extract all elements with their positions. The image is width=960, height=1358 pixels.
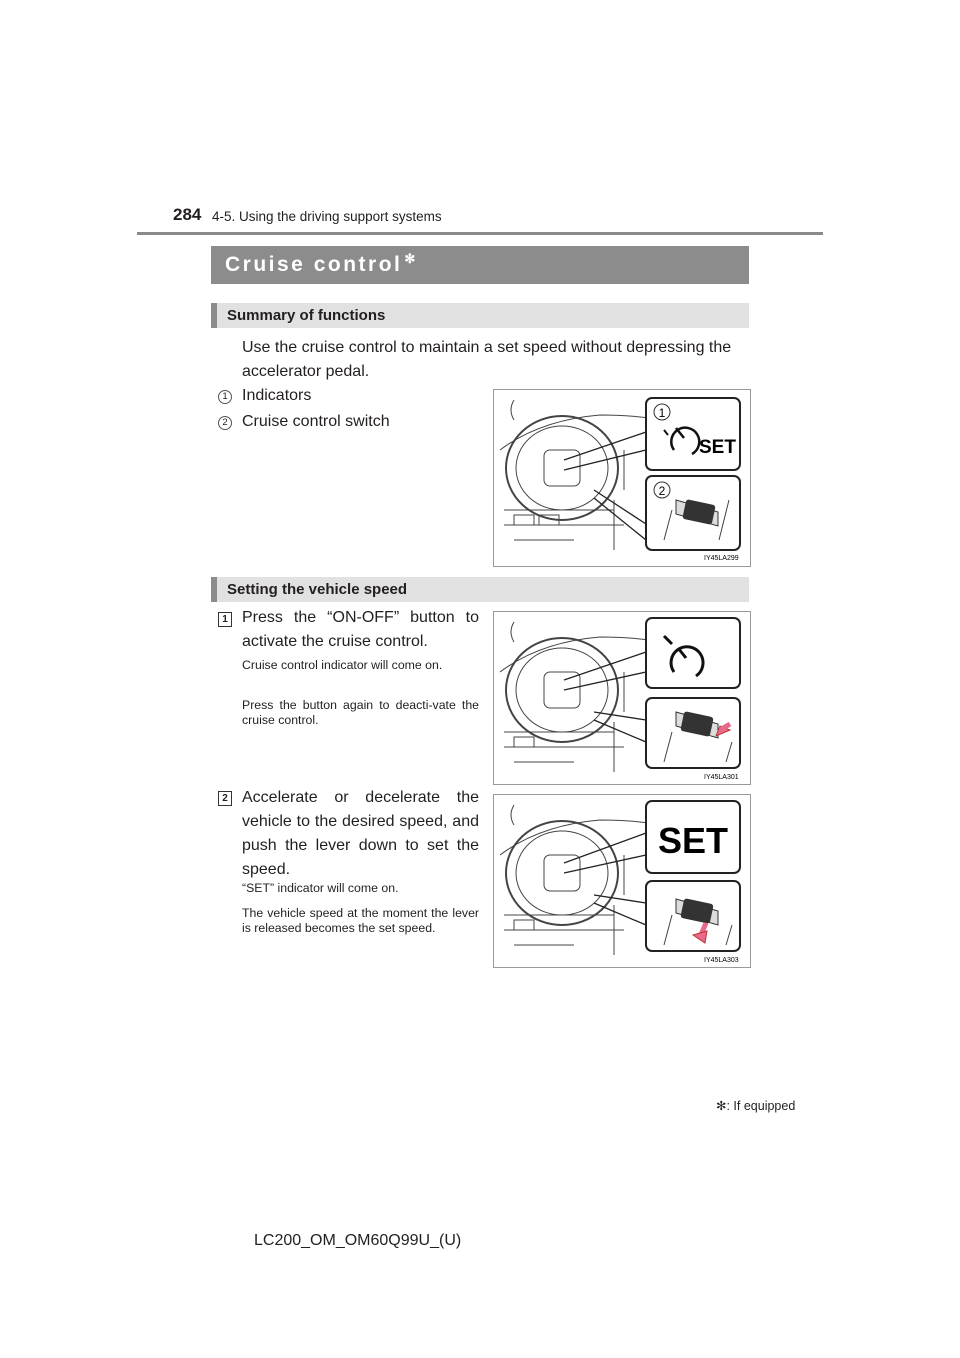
- dashboard-illustration: [494, 390, 750, 566]
- footnote: [716, 1098, 795, 1113]
- step-2-note-2: The vehicle speed at the moment the lever is released becomes the set speed.: [242, 906, 479, 935]
- item-label-indicators: Indicators: [242, 387, 312, 404]
- figure-step-1: [493, 611, 751, 785]
- step-2-text: Accelerate or decelerate the vehicle to the desired speed, and push the lever down to set the speed.: [242, 789, 479, 878]
- set-indicator-label: SET: [657, 820, 729, 861]
- figure-code: IY45LA301: [704, 774, 739, 781]
- step-2-note-1: “SET” indicator will come on.: [242, 881, 399, 895]
- step-1-note-1: Cruise control indicator will come on.: [242, 658, 443, 672]
- callout-number-1: 1: [658, 406, 666, 420]
- item-number-2: 2: [218, 416, 232, 430]
- step-1-text: Press the “ON-OFF” button to activate the cruise control.: [242, 609, 479, 650]
- header-divider: [137, 232, 823, 235]
- figure-overview: [493, 389, 751, 567]
- step-number-1: 1: [218, 612, 232, 627]
- footer-code: LC200_OM_OM60Q99U_(U): [254, 1232, 462, 1249]
- step-1-illustration: [494, 612, 750, 784]
- figure-step-2: [493, 794, 751, 968]
- item-number-1: 1: [218, 390, 232, 404]
- step-2-illustration: [494, 795, 750, 967]
- section-title: 4-5. Using the driving support systems: [212, 209, 442, 224]
- step-number-2: 2: [218, 791, 232, 806]
- step-1-note-2: Press the button again to deacti-vate the cruise control.: [242, 698, 479, 727]
- summary-intro: Use the cruise control to maintain a set speed without depressing the accelerator pedal.: [242, 339, 732, 380]
- setting-heading-text: Setting the vehicle speed: [227, 581, 408, 598]
- page-title: [225, 251, 415, 277]
- title-bar: [211, 246, 749, 284]
- setting-heading: [211, 577, 749, 602]
- set-indicator-label: SET: [699, 437, 736, 458]
- figure-code: IY45LA299: [704, 555, 739, 562]
- item-label-switch: Cruise control switch: [242, 413, 390, 430]
- footnote-text: : If equipped: [726, 1099, 796, 1113]
- figure-code: IY45LA303: [704, 957, 739, 964]
- summary-heading-text: Summary of functions: [227, 307, 386, 324]
- callout-number-2: 2: [658, 484, 666, 498]
- equipped-star-icon: ✻: [404, 251, 416, 266]
- page-number: 284: [173, 205, 202, 224]
- summary-heading: [211, 303, 749, 328]
- page-title-text: Cruise control: [225, 253, 403, 276]
- equipped-star-icon: ✻: [716, 1099, 727, 1113]
